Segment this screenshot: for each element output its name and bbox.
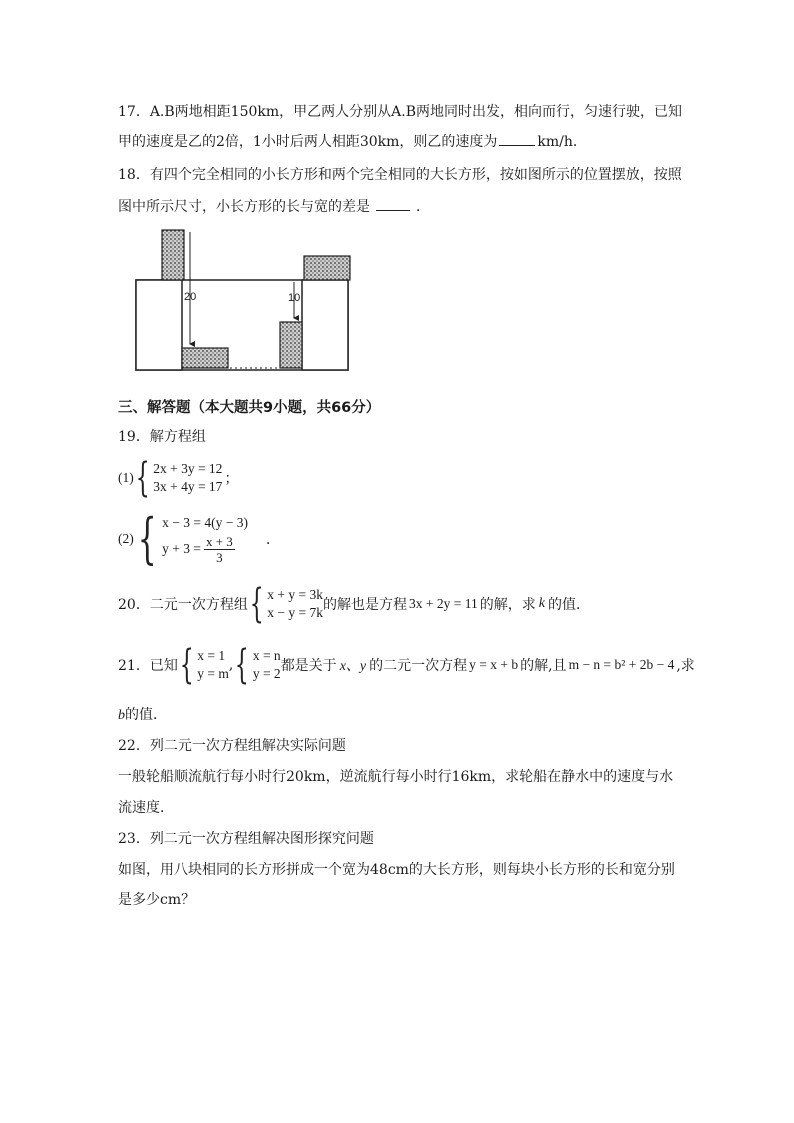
q20-line: [118, 581, 590, 627]
q17-line-1: 17．A.B两地相距150km，甲乙两人分别从A.B两地同时出发，相向而行，匀速行驶，已知: [118, 104, 682, 120]
q22-line-2: 流速度．: [118, 800, 174, 816]
q23-line-1: 如图，用八块相同的长方形拼成一个宽为48cm的大长方形，则每块小长方形的长和宽分别: [118, 862, 675, 878]
q18-figure: [134, 226, 356, 372]
q18-label-20: 20: [184, 291, 197, 303]
q21-mid3: 的解,且: [520, 658, 567, 674]
q18-end: ．: [416, 199, 430, 215]
q21-end: ,求: [676, 658, 695, 674]
q18-label-10: 10: [288, 292, 301, 304]
q21-line-1: [118, 642, 695, 688]
q18-answer-blank: [376, 196, 410, 211]
q21-mid1: 都是关于: [280, 658, 337, 674]
q20-pre: 20．二元一次方程组: [118, 597, 248, 613]
q21-mid2: 的二元一次方程: [369, 658, 468, 674]
q20-end: 的值．: [547, 597, 590, 613]
q19-part-2: [118, 507, 280, 570]
q21-line-2-end: 的值．: [125, 707, 167, 723]
q20-eq2: x − y = 7k: [267, 605, 324, 620]
q20-post: 的解，求: [479, 597, 536, 613]
q19-p1-end: ；: [224, 471, 239, 487]
q17-unit: km/h．: [537, 134, 587, 150]
q18-small-rect-bottom-left: [182, 348, 228, 368]
q21-line-2: [118, 705, 167, 726]
q19-p2-eq2-left: y + 3 =: [162, 541, 201, 556]
q18-line-2: [118, 196, 430, 217]
q19-p1-label: (1): [118, 470, 134, 485]
q19-p1-eq1: 2x + 3y = 12: [153, 461, 223, 476]
q19-p1-eq2: 3x + 4y = 17: [153, 479, 223, 494]
q22-line-1: 一般轮船顺流航行每小时行20km，逆流航行每小时行16km，求轮船在静水中的速度与水: [118, 769, 674, 785]
q21-s2-eq1: x = n: [252, 648, 281, 663]
q19-p2-label: (2): [118, 531, 134, 546]
q20-eq1: x + y = 3k: [267, 587, 324, 602]
q20-mid: 的解也是方程: [323, 597, 408, 613]
q23-title: 23．列二元一次方程组解决图形探究问题: [118, 831, 374, 847]
q18-small-rect-top-right: [304, 256, 350, 280]
q17-line-2: [118, 131, 587, 152]
q20-eq: 3x + 2y = 11: [409, 596, 478, 611]
q21-s1-eq1: x = 1: [197, 648, 226, 663]
q21-brace-1: {: [179, 642, 194, 688]
q23-line-2: 是多少cm？: [118, 892, 196, 908]
q21-s2-eq2: y = 2: [252, 666, 281, 681]
q18-small-rect-top-left: [162, 230, 184, 280]
q19-title: 19．解方程组: [118, 429, 206, 445]
q21-vars: x、y: [339, 659, 367, 674]
q18-small-rect-bottom-right: [280, 322, 302, 368]
q19-p2-end: ．: [265, 532, 280, 548]
q21-condition: m − n = b² + 2b − 4: [568, 657, 675, 672]
q17-answer-blank: [499, 131, 535, 146]
q21-pre: 21．已知: [118, 658, 178, 674]
q20-var-k: k: [538, 596, 545, 611]
q19-part-1: [118, 455, 239, 501]
q18-large-rect-left: [136, 280, 182, 370]
q18-line-2-text: 图中所示尺寸，小长方形的长与宽的差是: [118, 199, 370, 215]
q21-s1-eq2: y = m: [197, 666, 229, 681]
q19-p2-numerator: x + 3: [205, 533, 233, 549]
q19-p1-brace: {: [135, 455, 150, 501]
q21-var-b: b: [118, 708, 125, 723]
q19-p2-denominator: 3: [216, 549, 223, 565]
section-3-title: 三、解答题（本大题共9小题，共66分）: [118, 400, 381, 416]
q19-p2-brace: {: [137, 507, 157, 570]
q20-brace: {: [249, 581, 264, 627]
q21-eq: y = x + b: [469, 657, 519, 672]
q21-comma: ,: [228, 657, 234, 673]
q19-p2-eq1: x − 3 = 4(y − 3): [162, 514, 248, 530]
q21-brace-2: {: [235, 642, 250, 688]
q18-line-1: 18．有四个完全相同的小长方形和两个完全相同的大长方形，按如图所示的位置摆放，按照: [118, 167, 682, 183]
q18-large-rect-right: [302, 280, 348, 370]
q22-title: 22．列二元一次方程组解决实际问题: [118, 738, 346, 754]
q17-line-2-text: 甲的速度是乙的2倍，1小时后两人相距30km，则乙的速度为: [118, 134, 498, 150]
